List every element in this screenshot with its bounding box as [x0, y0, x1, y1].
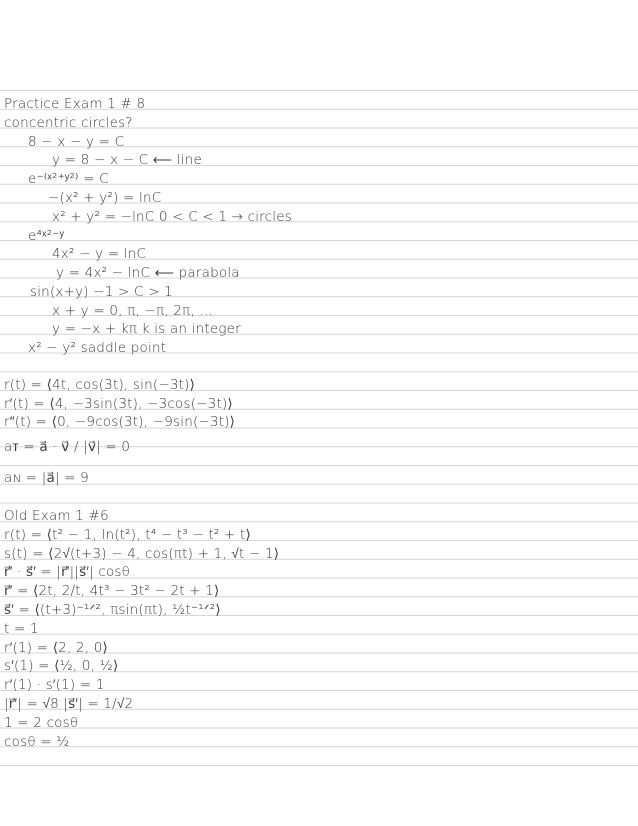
- note-line: aɴ = |a⃗| = 9: [4, 470, 89, 486]
- note-line: x² + y² = −lnC 0 < C < 1 → circles: [52, 209, 292, 225]
- note-line: e⁴ˣ²⁻ʸ: [28, 228, 65, 244]
- note-line: r′(1) = ⟨2, 2, 0⟩: [4, 640, 108, 656]
- note-line: r″(t) = ⟨0, −9cos(3t), −9sin(−3t)⟩: [4, 414, 236, 430]
- note-line: s(t) = ⟨2√(t+3) − 4, cos(πt) + 1, √t − 1⟩: [4, 546, 280, 562]
- note-line: r⃗′ = ⟨2t, 2/t, 4t³ − 3t² − 2t + 1⟩: [4, 583, 220, 599]
- old-exam-title: Old Exam 1 #6: [4, 508, 109, 524]
- practice-question: concentric circles?: [4, 115, 133, 131]
- note-line: s′(1) = ⟨½, 0, ½⟩: [4, 658, 119, 674]
- note-line: x + y = 0, π, −π, 2π, …: [52, 303, 214, 319]
- note-line: e⁻⁽ˣ²⁺ʸ²⁾ = C: [28, 171, 109, 187]
- note-line: 1 = 2 cosθ: [4, 715, 79, 731]
- note-line: r′(1) · s′(1) = 1: [4, 677, 105, 693]
- note-line: r(t) = ⟨4t, cos(3t), sin(−3t)⟩: [4, 377, 196, 393]
- note-line: |r⃗′| = √8 |s⃗′| = 1/√2: [4, 696, 134, 712]
- note-line: 4x² − y = lnC: [52, 246, 147, 262]
- note-line: aᴛ = a⃗ · v⃗ / |v⃗| = 0: [4, 439, 131, 455]
- note-line: r(t) = ⟨t² − 1, ln(t²), t⁴ − t³ − t² + t⟩: [4, 527, 251, 543]
- practice-exam-title: Practice Exam 1 # 8: [4, 96, 146, 112]
- note-line: r′(t) = ⟨4, −3sin(3t), −3cos(−3t)⟩: [4, 396, 233, 412]
- note-line: y = −x + kπ k is an integer: [52, 321, 241, 337]
- note-line: r⃗′ · s⃗′ = |r⃗′||s⃗′| cosθ: [4, 564, 131, 580]
- note-line: t = 1: [4, 621, 39, 637]
- note-line: sin(x+y) −1 > C > 1: [30, 284, 173, 300]
- note-line: y = 4x² − lnC ⟵ parabola: [56, 265, 240, 281]
- note-line: x² − y² saddle point: [28, 340, 167, 356]
- note-line: 8 − x − y = C: [28, 134, 125, 150]
- note-line: s⃗′ = ⟨(t+3)⁻¹ᐟ², πsin(πt), ½t⁻¹ᐟ²⟩: [4, 602, 221, 618]
- note-line: cosθ = ½: [4, 734, 70, 750]
- note-line: y = 8 − x − C ⟵ line: [52, 152, 202, 168]
- note-line: −(x² + y²) = lnC: [48, 190, 162, 206]
